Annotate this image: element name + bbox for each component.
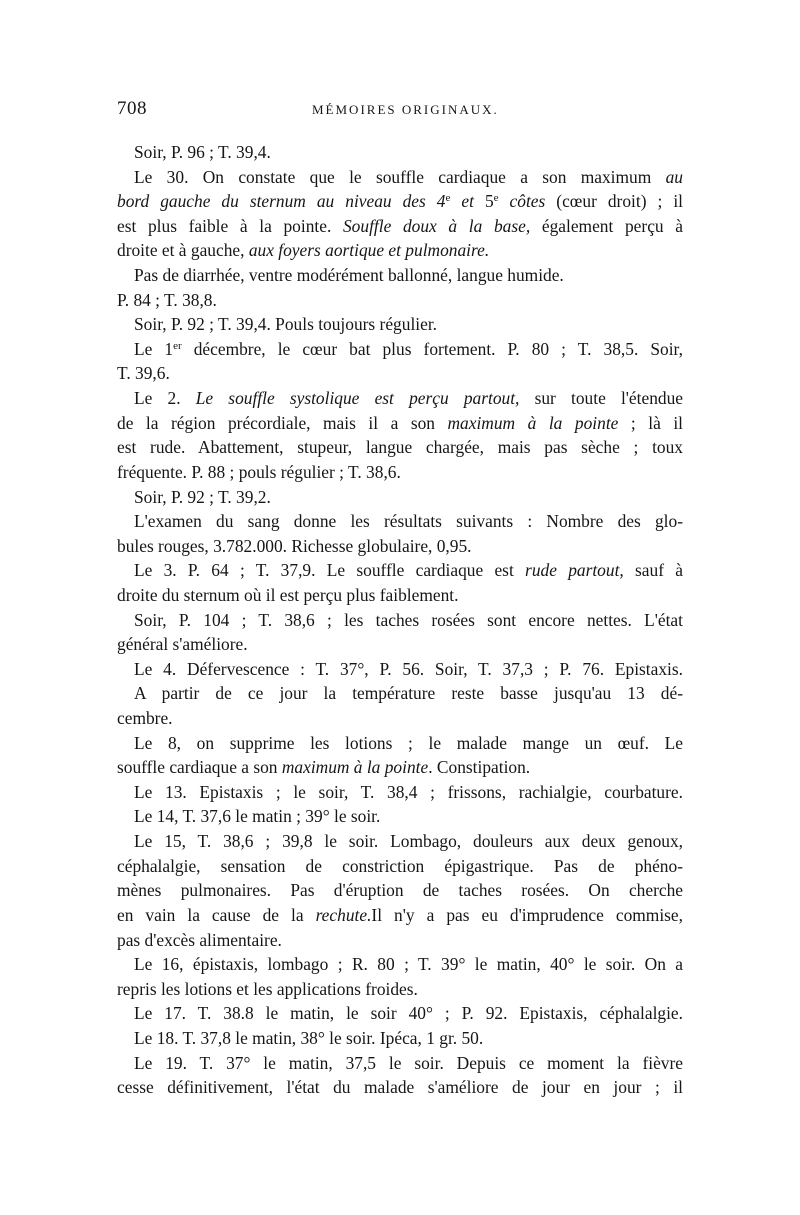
italic-phrase: rude partout, <box>525 560 624 581</box>
italic-phrase: maximum à la pointe <box>447 412 619 433</box>
superscript: e <box>493 192 499 205</box>
text-segment: cesse définitivement, l'état du malade s'améliore de jour en jour ; il <box>117 1077 683 1098</box>
text-line <box>117 140 683 165</box>
text-line <box>117 1026 683 1051</box>
text-segment: de la région précordiale, mais il a son <box>117 412 448 433</box>
text-segment: également perçu à <box>530 215 683 236</box>
text-segment: Le 19. T. 37° le matin, 37,5 le soir. Depuis ce moment la fièvre <box>134 1052 683 1073</box>
superscript: e <box>445 192 451 205</box>
italic-phrase: Le souffle systolique est perçu partout, <box>195 388 520 409</box>
text-segment: Il n'y a pas eu d'imprudence commise, <box>371 904 683 925</box>
text-line <box>117 952 683 977</box>
text-segment: ; là il <box>618 412 683 433</box>
text-line <box>117 288 683 313</box>
superscript: er <box>173 339 182 352</box>
text-segment: Le 4. Défervescence : T. 37°, P. 56. Soir, T. 37,3 ; P. 76. Epistaxis. <box>134 658 683 679</box>
text-segment: céphalalgie, sensation de constriction épigastrique. Pas de phéno- <box>117 855 683 876</box>
text-segment: Soir, P. 92 ; T. 39,2. <box>134 486 271 507</box>
text-line <box>117 755 683 780</box>
text-segment: P. 84 ; T. 38,8. <box>117 289 217 310</box>
text-line <box>117 657 683 682</box>
text-segment: Le 8, on supprime les lotions ; le malade mange un œuf. Le <box>134 732 683 753</box>
text-segment: mènes pulmonaires. Pas d'éruption de taches rosées. On cherche <box>117 880 683 901</box>
text-segment: cembre. <box>117 708 173 729</box>
text-segment: décembre, le cœur bat plus fortement. P. 80 ; T. 38,5. Soir, <box>181 338 683 359</box>
text-segment: bules rouges, 3.782.000. Richesse globulaire, 0,95. <box>117 535 472 556</box>
text-line <box>117 706 683 731</box>
text-line <box>117 337 683 362</box>
text-line <box>117 731 683 756</box>
text-segment: est rude. Abattement, stupeur, langue chargée, mais pas sèche ; toux <box>117 437 683 458</box>
text-segment: Le 15, T. 38,6 ; 39,8 le soir. Lombago, douleurs aux deux genoux, <box>134 831 683 852</box>
italic-phrase: aux foyers aortique et pulmonaire. <box>248 240 490 261</box>
text-line <box>117 411 683 436</box>
page-header <box>117 98 683 122</box>
text-line <box>117 804 683 829</box>
running-head: MÉMOIRES ORIGINAUX. <box>312 102 499 117</box>
text-segment: Le 13. Epistaxis ; le soir, T. 38,4 ; frissons, rachialgie, courbature. <box>134 781 683 802</box>
italic-phrase: rechute. <box>315 904 372 925</box>
text-segment: Pas de diarrhée, ventre modérément ballonné, langue humide. <box>134 265 564 286</box>
text-segment: droite et à gauche, <box>117 240 249 261</box>
text-segment: droite du sternum où il est perçu plus faiblement. <box>117 584 459 605</box>
text-segment: souffle cardiaque a son <box>117 757 282 778</box>
italic-phrase: côtes <box>498 191 546 212</box>
text-segment: T. 39,6. <box>117 363 170 384</box>
text-line <box>117 361 683 386</box>
text-segment: Le 30. On constate que le souffle cardiaque a son maximum <box>134 166 666 187</box>
text-line <box>117 509 683 534</box>
text-segment: fréquente. P. 88 ; pouls régulier ; T. 38,6. <box>117 461 401 482</box>
text-segment: Le 1 <box>134 338 174 359</box>
text-segment: L'examen du sang donne les résultats suivants : Nombre des glo- <box>134 511 683 532</box>
text-line <box>117 681 683 706</box>
text-line <box>117 485 683 510</box>
text-line <box>117 878 683 903</box>
text-segment: A partir de ce jour la température reste basse jusqu'au 13 dé- <box>134 683 683 704</box>
text-segment: en vain la cause de la <box>117 904 316 925</box>
text-segment: Soir, P. 104 ; T. 38,6 ; les taches rosées sont encore nettes. L'état <box>134 609 683 630</box>
text-line <box>117 558 683 583</box>
text-segment: repris les lotions et les applications froides. <box>117 978 418 999</box>
text-segment: Le 14, T. 37,6 le matin ; 39° le soir. <box>134 806 381 827</box>
text-line <box>117 189 683 214</box>
italic-phrase: bord gauche du sternum au niveau des 4 <box>117 191 446 212</box>
text-segment: Soir, P. 92 ; T. 39,4. Pouls toujours régulier. <box>134 314 438 335</box>
italic-phrase: Souffle doux à la base, <box>342 215 531 236</box>
italic-phrase: au <box>665 166 683 187</box>
text-line <box>117 214 683 239</box>
text-segment: Le 18. T. 37,8 le matin, 38° le soir. Ipéca, 1 gr. 50. <box>134 1027 484 1048</box>
text-line <box>117 263 683 288</box>
text-line <box>117 386 683 411</box>
text-line <box>117 608 683 633</box>
text-line <box>117 460 683 485</box>
text-line <box>117 238 683 263</box>
italic-phrase: maximum à la pointe <box>281 757 429 778</box>
text-line <box>117 854 683 879</box>
text-line <box>117 435 683 460</box>
text-segment: . Constipation. <box>428 757 531 778</box>
italic-phrase: et <box>450 191 485 212</box>
text-line <box>117 903 683 928</box>
text-line <box>117 534 683 559</box>
text-segment: sur toute l'étendue <box>519 388 683 409</box>
text-segment: Soir, P. 96 ; T. 39,4. <box>134 142 271 162</box>
text-segment: est plus faible à la pointe. <box>117 215 343 236</box>
text-segment: (cœur droit) ; il <box>545 191 683 212</box>
text-segment: 5 <box>484 191 494 212</box>
text-line <box>117 1001 683 1026</box>
text-segment: sauf à <box>623 560 683 581</box>
text-segment: Le 16, épistaxis, lombago ; R. 80 ; T. 39° le matin, 40° le soir. On a <box>134 954 683 975</box>
body-text <box>117 140 683 1100</box>
text-line <box>117 977 683 1002</box>
text-line <box>117 165 683 190</box>
text-line <box>117 928 683 953</box>
text-line <box>117 583 683 608</box>
text-segment: Le 2. <box>134 388 196 409</box>
text-line <box>117 829 683 854</box>
text-segment: général s'améliore. <box>117 634 248 655</box>
text-segment: pas d'excès alimentaire. <box>117 929 282 950</box>
text-line <box>117 1075 683 1100</box>
text-line <box>117 632 683 657</box>
text-line <box>117 780 683 805</box>
text-line <box>117 1051 683 1076</box>
text-line <box>117 312 683 337</box>
text-segment: Le 3. P. 64 ; T. 37,9. Le souffle cardiaque est <box>134 560 526 581</box>
text-segment: Le 17. T. 38.8 le matin, le soir 40° ; P. 92. Epistaxis, céphalalgie. <box>134 1003 683 1024</box>
page-number: 708 <box>117 98 147 119</box>
